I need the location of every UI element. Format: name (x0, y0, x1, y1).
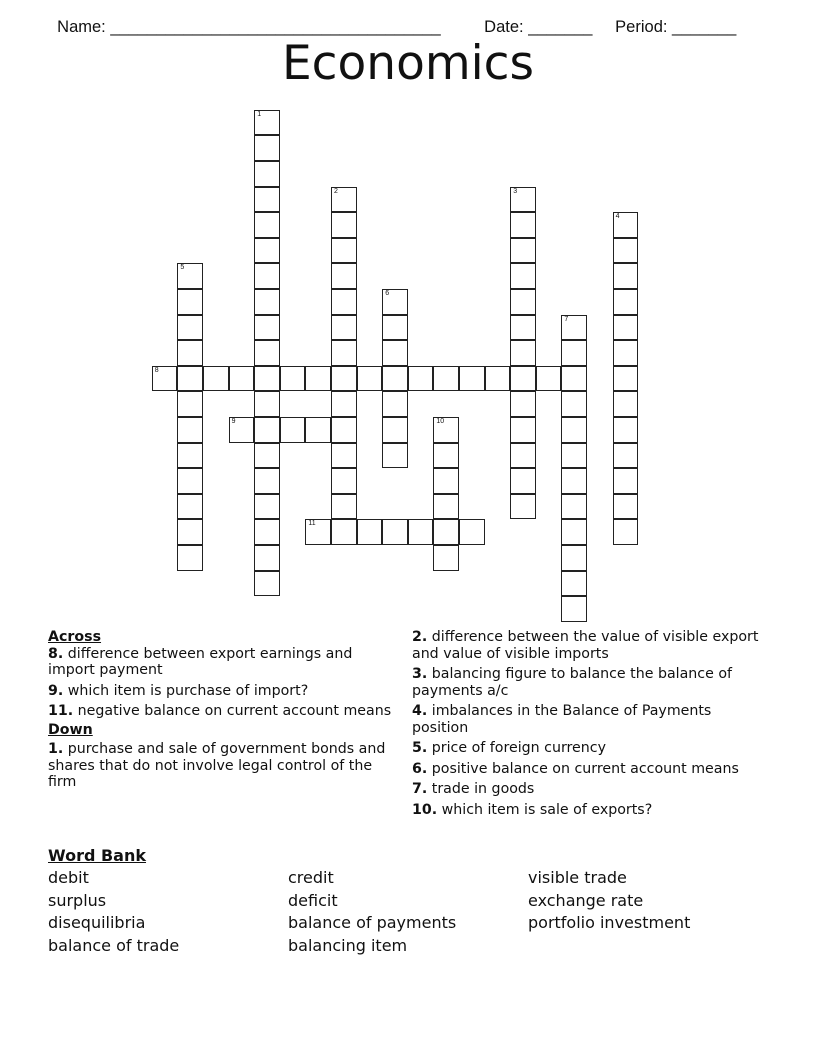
crossword-cell[interactable] (382, 443, 408, 469)
clue-text: positive balance on current account means (431, 760, 739, 777)
crossword-cell[interactable] (331, 187, 357, 213)
clue-text: purchase and sale of government bonds and shares that do not involve legal control of the firm (48, 741, 386, 790)
name-label: Name: ____________________________________ (57, 18, 441, 36)
crossword-cell[interactable] (331, 315, 357, 341)
down-clue-5 (412, 740, 768, 757)
crossword-cell[interactable] (510, 417, 536, 443)
crossword-cell[interactable] (613, 443, 639, 469)
crossword-cell[interactable] (613, 263, 639, 289)
crossword-cell[interactable] (254, 315, 280, 341)
crossword-cell[interactable] (331, 238, 357, 264)
word-bank-word: balancing item (288, 936, 408, 955)
crossword-cell[interactable] (177, 519, 203, 545)
crossword-cell[interactable] (561, 545, 587, 571)
crossword-cell[interactable] (331, 468, 357, 494)
word-bank-word: visible trade (528, 868, 627, 887)
word-bank-word: deficit (288, 891, 338, 910)
crossword-cell[interactable] (510, 366, 536, 392)
clue-text: difference between export earnings and import payment (48, 645, 353, 678)
crossword-cell[interactable] (510, 212, 536, 238)
clue-number: 10. (412, 801, 438, 818)
down-clue-2 (412, 629, 768, 662)
crossword-cell[interactable] (177, 494, 203, 520)
crossword-cell[interactable] (280, 366, 306, 392)
word-bank-heading: Word Bank (48, 846, 147, 865)
crossword-cell[interactable] (433, 468, 459, 494)
clue-number: 2. (412, 629, 428, 645)
crossword-cell[interactable] (613, 366, 639, 392)
clue-text: which item is sale of exports? (441, 801, 653, 818)
crossword-cell[interactable] (561, 340, 587, 366)
crossword-cell[interactable] (382, 391, 408, 417)
crossword-cell[interactable] (433, 417, 459, 443)
crossword-cell[interactable] (510, 187, 536, 213)
crossword-cell[interactable] (254, 340, 280, 366)
crossword-cell[interactable] (382, 519, 408, 545)
crossword-cell[interactable] (331, 391, 357, 417)
crossword-cell[interactable] (408, 519, 434, 545)
crossword-cell[interactable] (177, 366, 203, 392)
crossword-cell[interactable] (382, 366, 408, 392)
crossword-cell[interactable] (613, 417, 639, 443)
across-heading: Across (48, 629, 102, 645)
crossword-cell[interactable] (613, 391, 639, 417)
clue-text: which item is purchase of import? (67, 682, 309, 699)
crossword-cell[interactable] (510, 289, 536, 315)
crossword-cell[interactable] (459, 366, 485, 392)
clue-number: 8. (48, 645, 64, 662)
crossword-cell[interactable] (561, 391, 587, 417)
crossword-cell[interactable] (254, 417, 280, 443)
word-bank-word: disequilibria (48, 913, 146, 932)
crossword-cell[interactable] (254, 366, 280, 392)
crossword-cell[interactable] (433, 519, 459, 545)
crossword-cell[interactable] (510, 263, 536, 289)
crossword-cell[interactable] (510, 391, 536, 417)
crossword-cell[interactable] (331, 519, 357, 545)
crossword-cell[interactable] (561, 596, 587, 622)
down-clue-3 (412, 666, 768, 699)
clue-text: balancing figure to balance the balance of payments a/c (412, 666, 733, 699)
crossword-cell[interactable] (254, 187, 280, 213)
crossword-cell[interactable] (305, 366, 331, 392)
crossword-cell[interactable] (254, 494, 280, 520)
crossword-cell[interactable] (331, 443, 357, 469)
period-label: Period: _______ (615, 18, 737, 36)
crossword-cell[interactable] (254, 571, 280, 597)
clue-number-label: 6 (385, 290, 390, 297)
crossword-cell[interactable] (613, 238, 639, 264)
crossword-cell[interactable] (254, 545, 280, 571)
crossword-cell[interactable] (229, 417, 255, 443)
crossword-cell[interactable] (485, 366, 511, 392)
date-label: Date: _______ (484, 18, 593, 36)
clue-text: difference between the value of visible export and value of visible imports (412, 629, 759, 662)
crossword-cell[interactable] (254, 468, 280, 494)
word-bank-word: debit (48, 868, 89, 887)
crossword-cell[interactable] (177, 289, 203, 315)
crossword-cell[interactable] (536, 366, 562, 392)
crossword-cell[interactable] (177, 468, 203, 494)
crossword-cell[interactable] (510, 315, 536, 341)
crossword-cell[interactable] (305, 519, 331, 545)
crossword-cell[interactable] (561, 443, 587, 469)
clue-number-label: 9 (231, 418, 236, 425)
crossword-cell[interactable] (177, 417, 203, 443)
crossword-cell[interactable] (357, 519, 383, 545)
clue-number: 7. (412, 781, 428, 797)
crossword-cell[interactable] (254, 238, 280, 264)
clue-number: 6. (412, 760, 428, 777)
crossword-cell[interactable] (561, 571, 587, 597)
clue-number: 4. (412, 703, 428, 719)
crossword-cell[interactable] (152, 366, 178, 392)
crossword-cell[interactable] (331, 263, 357, 289)
crossword-cell[interactable] (305, 417, 331, 443)
clue-number-label: 10 (436, 418, 445, 425)
crossword-cell[interactable] (561, 315, 587, 341)
crossword-cell[interactable] (382, 340, 408, 366)
crossword-cell[interactable] (177, 315, 203, 341)
crossword-cell[interactable] (331, 212, 357, 238)
crossword-cell[interactable] (254, 289, 280, 315)
crossword-cell[interactable] (331, 340, 357, 366)
word-bank-word: portfolio investment (528, 913, 691, 932)
word-bank-word: exchange rate (528, 891, 644, 910)
clue-number: 11. (48, 703, 74, 719)
down-clue-1 (48, 741, 400, 791)
word-bank-word: surplus (48, 891, 107, 910)
crossword-cell[interactable] (408, 366, 434, 392)
crossword-cell[interactable] (561, 468, 587, 494)
crossword-cell[interactable] (561, 519, 587, 545)
crossword-cell[interactable] (254, 161, 280, 187)
crossword-cell[interactable] (177, 545, 203, 571)
crossword-cell[interactable] (433, 545, 459, 571)
crossword-cell[interactable] (613, 340, 639, 366)
clues-left-column (48, 629, 400, 795)
crossword-cell[interactable] (613, 289, 639, 315)
clue-number-label: 3 (513, 187, 518, 195)
crossword-cell[interactable] (382, 315, 408, 341)
clue-number-label: 4 (615, 213, 620, 221)
crossword-cell[interactable] (510, 468, 536, 494)
crossword-cell[interactable] (357, 366, 383, 392)
crossword-cell[interactable] (254, 391, 280, 417)
across-clue-8 (48, 646, 400, 679)
crossword-cell[interactable] (203, 366, 229, 392)
crossword-cell[interactable] (561, 494, 587, 520)
crossword-cell[interactable] (331, 366, 357, 392)
page-title: Economics (281, 36, 534, 91)
across-clue-11 (48, 703, 400, 720)
crossword-cell[interactable] (177, 443, 203, 469)
crossword-cell[interactable] (510, 443, 536, 469)
crossword-cell[interactable] (510, 494, 536, 520)
crossword-cell[interactable] (433, 366, 459, 392)
crossword-cell[interactable] (433, 494, 459, 520)
down-clue-7 (412, 781, 768, 798)
clue-number-label: 5 (180, 264, 185, 272)
crossword-cell[interactable] (254, 135, 280, 161)
crossword-cell[interactable] (331, 417, 357, 443)
crossword-cell[interactable] (254, 519, 280, 545)
crossword-cell[interactable] (177, 340, 203, 366)
clue-text: negative balance on current account means (77, 703, 392, 719)
crossword-cell[interactable] (613, 315, 639, 341)
crossword-cell[interactable] (613, 468, 639, 494)
down-clue-6 (412, 761, 768, 778)
clue-text: price of foreign currency (431, 740, 606, 756)
crossword-cell[interactable] (229, 366, 255, 392)
crossword-cell[interactable] (613, 519, 639, 545)
crossword-cell[interactable] (254, 212, 280, 238)
clue-number-label: 2 (334, 187, 338, 195)
word-bank-word: balance of payments (288, 913, 457, 932)
crossword-cell[interactable] (613, 494, 639, 520)
clue-text: imbalances in the Balance of Payments position (412, 703, 712, 736)
crossword-cell[interactable] (382, 417, 408, 443)
crossword-cell[interactable] (510, 340, 536, 366)
down-heading: Down (48, 721, 93, 738)
down-clue-10 (412, 802, 768, 819)
crossword-cell[interactable] (510, 238, 536, 264)
crossword-cell[interactable] (561, 417, 587, 443)
clue-number: 5. (412, 740, 428, 756)
clues-right-column (412, 629, 768, 822)
crossword-cell[interactable] (382, 289, 408, 315)
word-bank-word: credit (288, 868, 334, 887)
crossword-cell[interactable] (613, 212, 639, 238)
down-clue-4 (412, 703, 768, 736)
clue-number-label: 1 (257, 110, 262, 118)
crossword-cell[interactable] (459, 519, 485, 545)
clue-number-label: 8 (154, 366, 159, 374)
across-clue-9 (48, 683, 400, 700)
clue-number: 9. (48, 682, 64, 699)
crossword-cell[interactable] (177, 263, 203, 289)
clue-text: trade in goods (431, 781, 535, 797)
crossword-cell[interactable] (254, 110, 280, 136)
clue-number: 3. (412, 666, 428, 682)
crossword-cell[interactable] (254, 263, 280, 289)
word-bank-word: balance of trade (48, 936, 180, 955)
crossword-cell[interactable] (331, 494, 357, 520)
clue-number: 1. (48, 741, 64, 757)
crossword-cell[interactable] (331, 289, 357, 315)
crossword-cell[interactable] (433, 443, 459, 469)
crossword-cell[interactable] (561, 366, 587, 392)
clue-number-label: 7 (564, 315, 569, 323)
crossword-cell[interactable] (280, 417, 306, 443)
crossword-cell[interactable] (254, 443, 280, 469)
clue-number-label: 11 (308, 520, 316, 528)
crossword-cell[interactable] (177, 391, 203, 417)
